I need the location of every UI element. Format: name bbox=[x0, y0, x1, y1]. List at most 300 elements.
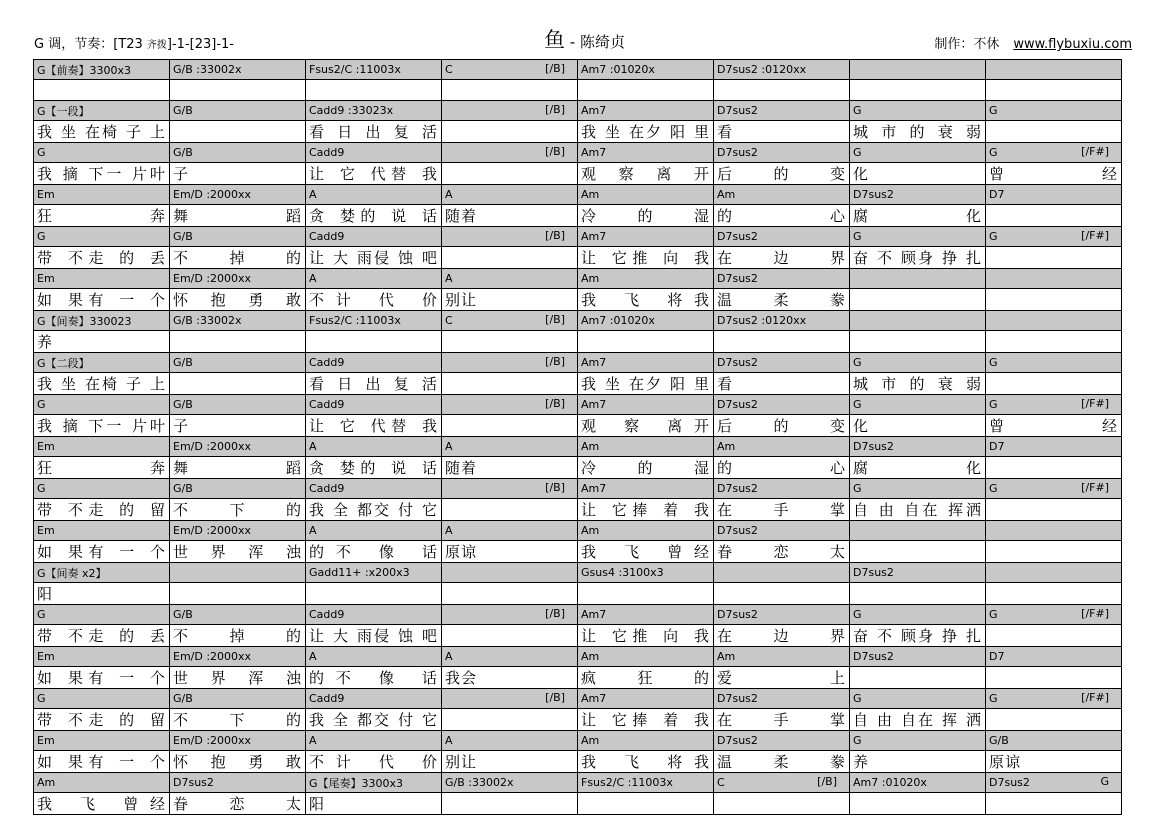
chord-cell bbox=[850, 563, 986, 583]
lyric-cell bbox=[986, 289, 1122, 311]
lyric-text: 原谅 bbox=[445, 543, 478, 561]
chord-cell bbox=[850, 647, 986, 667]
lyric-cell bbox=[306, 121, 442, 143]
lyric-text: 养 bbox=[853, 753, 870, 771]
lyric-cell bbox=[34, 163, 170, 185]
lyric-cell bbox=[442, 331, 578, 353]
chord-cell bbox=[170, 731, 306, 751]
lyric-cell bbox=[306, 625, 442, 647]
website-link[interactable]: www.flybuxiu.com bbox=[1013, 37, 1132, 52]
lyric-text: 我 坐 在椅 子 上 bbox=[37, 375, 166, 393]
chord-name: Cadd9 bbox=[309, 146, 345, 159]
chord-cell bbox=[442, 101, 578, 121]
chord-name: G【二段】 bbox=[37, 356, 90, 370]
chord-name: Em bbox=[37, 524, 55, 537]
lyric-text: 贪 婪的 说 话 bbox=[309, 459, 438, 477]
chord-name: G/B bbox=[173, 146, 193, 159]
lyric-cell bbox=[578, 373, 714, 395]
slash-bass-chord: [/F#] bbox=[1081, 607, 1109, 620]
lyric-cell bbox=[170, 751, 306, 773]
lyric-cell bbox=[850, 121, 986, 143]
lyric-cell bbox=[850, 751, 986, 773]
lyric-cell bbox=[442, 205, 578, 227]
lyric-text: 别让 bbox=[445, 291, 478, 309]
chord-cell bbox=[578, 647, 714, 667]
chord-cell bbox=[170, 605, 306, 625]
chord-cell bbox=[306, 227, 442, 247]
lyric-cell bbox=[714, 80, 850, 101]
chord-cell bbox=[34, 185, 170, 205]
chord-name: C bbox=[445, 314, 453, 327]
lyric-cell bbox=[714, 583, 850, 605]
chord-cell bbox=[578, 479, 714, 499]
lyric-text: 腐 化 bbox=[853, 207, 982, 225]
lyric-text: 贪 婪的 说 话 bbox=[309, 207, 438, 225]
lyric-cell bbox=[442, 499, 578, 521]
lyric-cell bbox=[578, 80, 714, 101]
chord-row bbox=[34, 605, 1122, 625]
lyric-text: 我 全 都交 付 它 bbox=[309, 711, 438, 729]
lyric-text: 曾 经 bbox=[989, 165, 1118, 183]
lyric-row bbox=[34, 80, 1122, 101]
chord-name: Fsus2/C :11003x bbox=[581, 776, 673, 789]
chord-cell bbox=[170, 143, 306, 163]
lyric-text: 我 飞 将我 bbox=[581, 753, 710, 771]
lyric-cell bbox=[714, 457, 850, 479]
lyric-text: 温 柔 豢 bbox=[717, 753, 846, 771]
chord-name: Am7 bbox=[581, 230, 607, 243]
lyric-cell bbox=[306, 457, 442, 479]
lyric-cell bbox=[170, 499, 306, 521]
chord-name: Cadd9 bbox=[309, 230, 345, 243]
lyric-row bbox=[34, 205, 1122, 227]
lyric-text: 城 市 的 衰 弱 bbox=[853, 375, 982, 393]
chord-cell bbox=[170, 353, 306, 373]
chord-cell bbox=[170, 437, 306, 457]
chord-name: G bbox=[853, 104, 862, 117]
chord-cell bbox=[442, 479, 578, 499]
lyric-text: 腐 化 bbox=[853, 459, 982, 477]
chord-cell bbox=[442, 395, 578, 415]
chord-name: A bbox=[309, 440, 317, 453]
lyric-row bbox=[34, 667, 1122, 689]
lyric-text: 阳 bbox=[309, 795, 326, 813]
lyric-cell bbox=[34, 373, 170, 395]
lyric-text: 看 日 出 复 活 bbox=[309, 375, 438, 393]
lyric-cell bbox=[306, 499, 442, 521]
chord-cell bbox=[578, 773, 714, 793]
chord-name: Em/D :2000xx bbox=[173, 272, 252, 285]
chord-row bbox=[34, 311, 1122, 331]
lyric-text: 如 果有 一 个 bbox=[37, 291, 166, 309]
chord-cell bbox=[170, 101, 306, 121]
lyric-cell bbox=[986, 205, 1122, 227]
chord-cell bbox=[170, 479, 306, 499]
lyric-cell bbox=[714, 205, 850, 227]
lyric-text: 子 bbox=[173, 417, 190, 435]
lyric-row bbox=[34, 709, 1122, 731]
key-rhythm-text-c: ]-1-[23]-1- bbox=[166, 37, 234, 52]
lyric-text: 我 飞 曾经 bbox=[37, 795, 166, 813]
chord-name: G bbox=[853, 482, 862, 495]
chord-row bbox=[34, 353, 1122, 373]
chord-cell bbox=[34, 479, 170, 499]
chord-cell bbox=[170, 395, 306, 415]
chord-cell bbox=[850, 437, 986, 457]
chord-name: Em bbox=[37, 272, 55, 285]
chord-name: A bbox=[445, 650, 453, 663]
chord-row bbox=[34, 143, 1122, 163]
lyric-row bbox=[34, 541, 1122, 563]
lyric-row bbox=[34, 373, 1122, 395]
lyric-text: 后 的 变 bbox=[717, 165, 846, 183]
lyric-row bbox=[34, 331, 1122, 353]
chord-name: A bbox=[309, 188, 317, 201]
lyric-cell bbox=[306, 247, 442, 269]
chord-name: Am7 bbox=[581, 608, 607, 621]
lyric-text: 奋 不 顾身 挣 扎 bbox=[853, 627, 982, 645]
lyric-text: 在 边 界 bbox=[717, 627, 846, 645]
chord-cell bbox=[306, 60, 442, 80]
lyric-cell bbox=[578, 583, 714, 605]
chord-name: D7 bbox=[989, 440, 1005, 453]
lyric-cell bbox=[578, 121, 714, 143]
chord-name: D7sus2 bbox=[717, 692, 758, 705]
chord-cell bbox=[170, 563, 306, 583]
chord-name: G bbox=[989, 608, 998, 621]
chord-cell bbox=[850, 269, 986, 289]
chord-name: G/B bbox=[173, 398, 193, 411]
lyric-cell bbox=[306, 289, 442, 311]
chord-cell bbox=[578, 185, 714, 205]
chord-name: Am bbox=[581, 188, 600, 201]
lyric-text: 观 察 离开 bbox=[581, 417, 710, 435]
chord-name: Cadd9 bbox=[309, 482, 345, 495]
chord-cell bbox=[34, 311, 170, 331]
chord-cell bbox=[306, 353, 442, 373]
chord-name: G bbox=[853, 398, 862, 411]
lyric-text: 观 察 离 开 bbox=[581, 165, 710, 183]
chord-cell bbox=[442, 563, 578, 583]
lyric-text: 看 bbox=[717, 123, 734, 141]
chord-cell bbox=[306, 605, 442, 625]
lyric-text: 不 掉 的 bbox=[173, 627, 302, 645]
slash-bass-chord: [/B] bbox=[545, 313, 565, 326]
credit-text: 制作：不休 bbox=[934, 37, 1000, 52]
chord-cell bbox=[306, 185, 442, 205]
chord-cell bbox=[714, 647, 850, 667]
lyric-text: 我 飞 将我 bbox=[581, 291, 710, 309]
chord-name: D7sus2 bbox=[853, 440, 894, 453]
chord-name: D7sus2 bbox=[853, 650, 894, 663]
chord-cell bbox=[442, 731, 578, 751]
lyric-cell bbox=[850, 373, 986, 395]
chord-name: A bbox=[445, 188, 453, 201]
lyric-text: 如 果有 一 个 bbox=[37, 669, 166, 687]
chord-cell bbox=[714, 143, 850, 163]
lyric-cell bbox=[578, 415, 714, 437]
lyric-text: 我 摘 下一 片叶 bbox=[37, 165, 166, 183]
chord-cell bbox=[850, 689, 986, 709]
chord-name: D7sus2 bbox=[717, 356, 758, 369]
chord-row bbox=[34, 647, 1122, 667]
lyric-cell bbox=[34, 541, 170, 563]
chord-name: D7sus2 bbox=[717, 608, 758, 621]
chord-name: G/B bbox=[173, 608, 193, 621]
lyric-cell bbox=[578, 499, 714, 521]
chord-row bbox=[34, 227, 1122, 247]
lyric-text: 眷 恋 太 bbox=[717, 543, 846, 561]
lyric-cell bbox=[306, 751, 442, 773]
lyric-text: 冷 的 湿 bbox=[581, 459, 710, 477]
lyric-cell bbox=[578, 751, 714, 773]
chord-cell bbox=[442, 605, 578, 625]
chord-cell bbox=[34, 773, 170, 793]
lyric-cell bbox=[986, 331, 1122, 353]
lyric-cell bbox=[578, 667, 714, 689]
chord-name: G bbox=[989, 104, 998, 117]
chord-cell bbox=[442, 353, 578, 373]
chord-cell bbox=[850, 479, 986, 499]
slash-bass-chord: [/F#] bbox=[1081, 145, 1109, 158]
lyric-text: 让 它捧 着 我 bbox=[581, 501, 710, 519]
chord-cell bbox=[306, 521, 442, 541]
chord-cell bbox=[34, 395, 170, 415]
chord-name: Am7 :01020x bbox=[581, 63, 655, 76]
lyric-cell bbox=[714, 667, 850, 689]
lyric-cell bbox=[170, 205, 306, 227]
chord-name: A bbox=[309, 524, 317, 537]
chord-cell bbox=[34, 269, 170, 289]
lyric-cell bbox=[714, 541, 850, 563]
chord-name: G/B :33002x bbox=[173, 314, 242, 327]
lyric-text: 世 界 浑 浊 bbox=[173, 669, 302, 687]
chord-name: Am bbox=[717, 650, 736, 663]
chord-name: D7sus2 bbox=[717, 524, 758, 537]
chord-name: G bbox=[989, 482, 998, 495]
lyric-cell bbox=[170, 163, 306, 185]
lyric-text: 看 bbox=[717, 375, 734, 393]
chord-cell bbox=[578, 563, 714, 583]
slash-bass-chord: [/B] bbox=[545, 145, 565, 158]
chord-cell bbox=[442, 227, 578, 247]
lyric-cell bbox=[850, 625, 986, 647]
chord-cell bbox=[170, 185, 306, 205]
chord-name: Fsus2/C :11003x bbox=[309, 63, 401, 76]
chord-cell bbox=[578, 689, 714, 709]
chord-cell bbox=[714, 689, 850, 709]
lyric-cell bbox=[34, 751, 170, 773]
chord-cell bbox=[170, 521, 306, 541]
chord-cell bbox=[986, 605, 1122, 625]
lyric-text: 的 心 bbox=[717, 459, 846, 477]
chord-cell bbox=[850, 185, 986, 205]
lyric-cell bbox=[442, 793, 578, 815]
lyric-text: 我 坐 在夕 阳 里 bbox=[581, 375, 710, 393]
lyric-cell bbox=[34, 247, 170, 269]
chord-cell bbox=[442, 773, 578, 793]
lyric-text: 城 市 的 衰 弱 bbox=[853, 123, 982, 141]
lyric-cell bbox=[442, 751, 578, 773]
lyric-cell bbox=[170, 373, 306, 395]
chord-cell bbox=[850, 143, 986, 163]
chord-cell bbox=[714, 60, 850, 80]
chord-cell bbox=[442, 60, 578, 80]
chord-cell bbox=[34, 227, 170, 247]
chord-cell bbox=[986, 227, 1122, 247]
chord-cell bbox=[714, 227, 850, 247]
chord-row bbox=[34, 563, 1122, 583]
lyric-text: 让 大 雨侵 蚀 吧 bbox=[309, 249, 438, 267]
lyric-text: 后 的 变 bbox=[717, 417, 846, 435]
chord-cell bbox=[850, 605, 986, 625]
chord-cell bbox=[442, 437, 578, 457]
chord-cell bbox=[986, 60, 1122, 80]
lyric-row bbox=[34, 583, 1122, 605]
lyric-cell bbox=[850, 499, 986, 521]
chord-name: D7sus2 bbox=[989, 776, 1030, 789]
chord-cell bbox=[170, 311, 306, 331]
lyric-text: 我 摘 下一 片叶 bbox=[37, 417, 166, 435]
chord-cell bbox=[714, 731, 850, 751]
chord-cell bbox=[578, 227, 714, 247]
chord-cell bbox=[442, 185, 578, 205]
lyric-text: 如 果有 一 个 bbox=[37, 543, 166, 561]
lyric-text: 疯 狂 的 bbox=[581, 669, 710, 687]
lyric-row bbox=[34, 499, 1122, 521]
lyric-text: 狂 奔 bbox=[37, 207, 166, 225]
lyric-cell bbox=[714, 331, 850, 353]
chord-cell bbox=[578, 311, 714, 331]
chord-name: D7sus2 bbox=[717, 230, 758, 243]
chord-cell bbox=[578, 521, 714, 541]
lyric-cell bbox=[170, 331, 306, 353]
lyric-row bbox=[34, 163, 1122, 185]
lyric-cell bbox=[306, 163, 442, 185]
chord-cell bbox=[34, 563, 170, 583]
lyric-text: 让 它捧 着 我 bbox=[581, 711, 710, 729]
chord-cell bbox=[986, 353, 1122, 373]
lyric-cell bbox=[34, 667, 170, 689]
chord-name: G bbox=[37, 482, 46, 495]
slash-bass-chord: [/B] bbox=[545, 691, 565, 704]
lyric-cell bbox=[34, 331, 170, 353]
chord-name: Am7 bbox=[581, 482, 607, 495]
lyric-text: 的不 像 话 bbox=[309, 669, 438, 687]
lyric-cell bbox=[986, 373, 1122, 395]
chord-name: Cadd9 bbox=[309, 356, 345, 369]
chord-name: D7sus2 :0120xx bbox=[717, 314, 807, 327]
lyric-cell bbox=[578, 289, 714, 311]
lyric-cell bbox=[986, 247, 1122, 269]
chord-cell bbox=[986, 311, 1122, 331]
chord-name: Gadd11+ :x200x3 bbox=[309, 566, 410, 579]
slash-bass-chord: [/B] bbox=[817, 775, 837, 788]
lyric-cell bbox=[34, 499, 170, 521]
chord-cell bbox=[34, 521, 170, 541]
lyric-text: 冷 的 湿 bbox=[581, 207, 710, 225]
slash-bass-chord: [/B] bbox=[545, 355, 565, 368]
lyric-cell bbox=[714, 163, 850, 185]
chord-cell bbox=[306, 563, 442, 583]
chord-name: G bbox=[853, 734, 862, 747]
chord-cell bbox=[34, 689, 170, 709]
chord-name: D7sus2 bbox=[717, 272, 758, 285]
lyric-text: 不计 代 价 bbox=[309, 291, 438, 309]
chord-name: A bbox=[445, 272, 453, 285]
lyric-text: 不计 代 价 bbox=[309, 753, 438, 771]
lyric-row bbox=[34, 793, 1122, 815]
lyric-text: 怀 抱 勇 敢 bbox=[173, 291, 302, 309]
chord-cell bbox=[34, 605, 170, 625]
lyric-row bbox=[34, 121, 1122, 143]
lyric-text: 的 心 bbox=[717, 207, 846, 225]
chord-cell bbox=[714, 773, 850, 793]
chord-name: D7sus2 bbox=[717, 734, 758, 747]
chord-cell bbox=[578, 60, 714, 80]
chord-name: G/B bbox=[173, 356, 193, 369]
chord-cell bbox=[442, 269, 578, 289]
lyric-cell bbox=[170, 793, 306, 815]
chord-name: G bbox=[37, 608, 46, 621]
slash-bass-chord: [/F#] bbox=[1081, 691, 1109, 704]
chord-cell bbox=[34, 143, 170, 163]
chord-cell bbox=[306, 479, 442, 499]
chord-row bbox=[34, 479, 1122, 499]
chord-cell bbox=[578, 143, 714, 163]
chord-cell bbox=[714, 311, 850, 331]
chord-cell bbox=[986, 269, 1122, 289]
lyric-cell bbox=[170, 667, 306, 689]
lyric-cell bbox=[34, 793, 170, 815]
chord-cell bbox=[986, 773, 1122, 793]
lyric-text: 我 飞 曾经 bbox=[581, 543, 710, 561]
lyric-cell bbox=[986, 163, 1122, 185]
chord-row bbox=[34, 773, 1122, 793]
lyric-cell bbox=[34, 80, 170, 101]
slash-bass-chord: [/B] bbox=[545, 607, 565, 620]
lyric-text: 随着 bbox=[445, 207, 478, 225]
slash-bass-chord: [/B] bbox=[545, 397, 565, 410]
chord-cell bbox=[850, 731, 986, 751]
chord-row bbox=[34, 731, 1122, 751]
chord-cell bbox=[714, 605, 850, 625]
chord-cell bbox=[34, 647, 170, 667]
chord-name: Am bbox=[581, 734, 600, 747]
lyric-text: 别让 bbox=[445, 753, 478, 771]
lyric-cell bbox=[850, 289, 986, 311]
chord-name: Am7 :01020x bbox=[581, 314, 655, 327]
chord-cell bbox=[442, 647, 578, 667]
chord-name: G bbox=[37, 692, 46, 705]
chord-cell bbox=[34, 101, 170, 121]
lyric-cell bbox=[170, 541, 306, 563]
lyric-cell bbox=[34, 205, 170, 227]
slash-bass-chord: [/B] bbox=[545, 103, 565, 116]
lyric-text: 爱 上 bbox=[717, 669, 846, 687]
chord-name: Em bbox=[37, 440, 55, 453]
chord-cell bbox=[34, 437, 170, 457]
chord-name: G【前奏】3300x3 bbox=[37, 63, 132, 77]
key-rhythm-text-a: G 调，节奏：[T23 bbox=[34, 37, 147, 52]
chord-row bbox=[34, 395, 1122, 415]
lyric-cell bbox=[714, 499, 850, 521]
lyric-cell bbox=[442, 709, 578, 731]
chord-name: G/B bbox=[173, 230, 193, 243]
chord-name: Am bbox=[717, 188, 736, 201]
lyric-cell bbox=[850, 667, 986, 689]
chord-name: D7sus2 bbox=[717, 104, 758, 117]
